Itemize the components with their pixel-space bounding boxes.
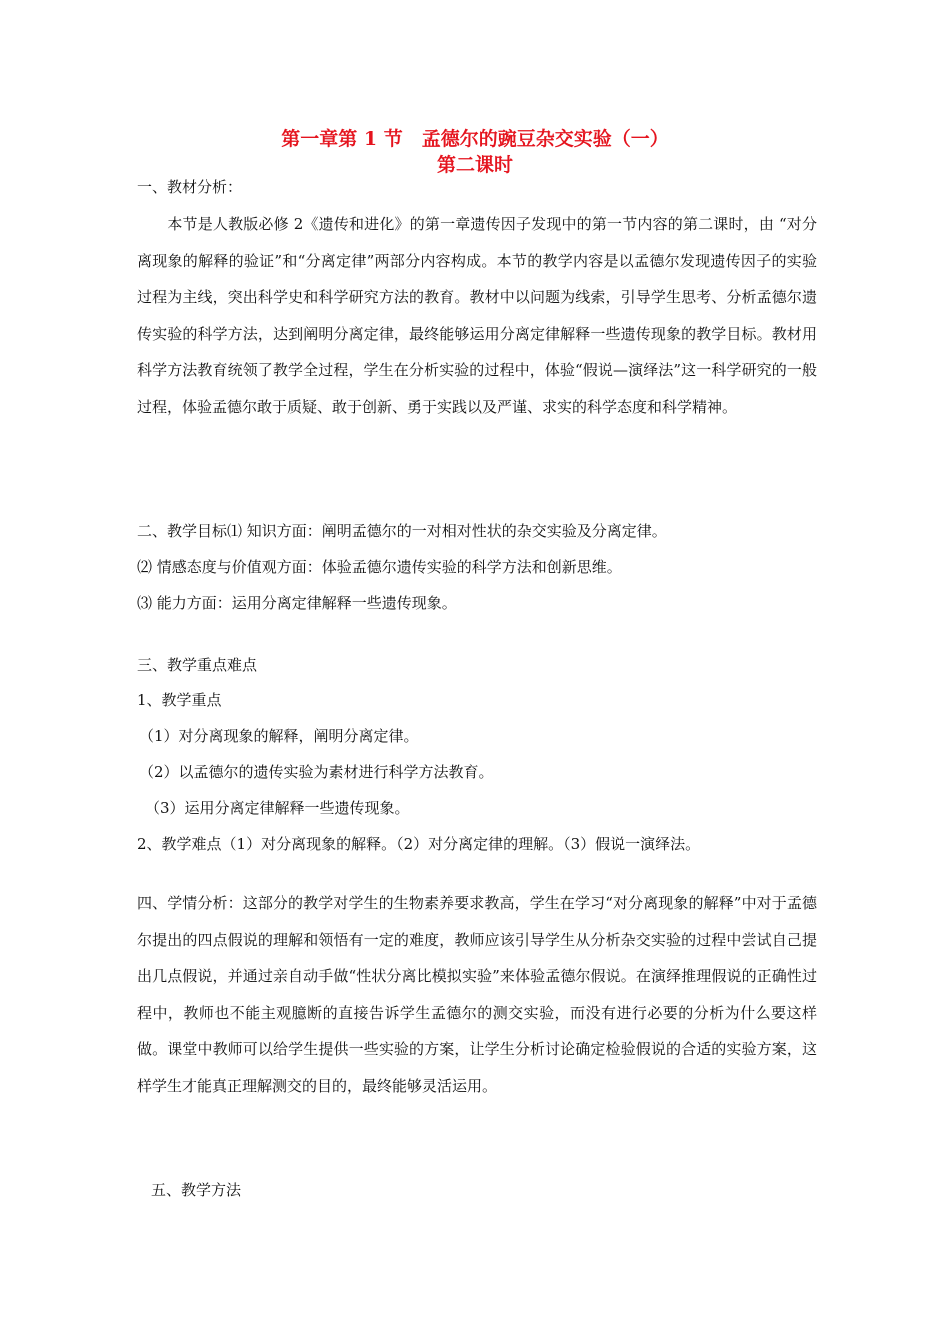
subheading-key-points: 1、教学重点: [137, 691, 222, 709]
document-title: 第一章第 1 节 孟德尔的豌豆杂交实验（一）: [281, 128, 669, 150]
paragraph-student-analysis: [137, 885, 817, 1104]
document-subtitle: 第二课时: [436, 154, 513, 176]
teaching-goal-knowledge: 二、教学目标⑴ 知识方面：阐明孟德尔的一对相对性状的杂交实验及分离定律。: [137, 522, 667, 540]
key-point-item-2: （2）以孟德尔的遗传实验为素材进行科学方法教育。: [139, 763, 494, 781]
paragraph-text: 四、学情分析：这部分的教学对学生的生物素养要求教高，学生在学习“对分离现象的解释”中对于孟德尔提出的四点假说的理解和领悟有一定的难度，教师应该引导学生从分析杂交实验的过程中尝试自己提出几点假说，并通过亲自动手做“性状分离比模拟实验”来体验孟德尔假说。在演绎推理假说的正确性过程中，教师也不能主观臆断的直接告诉学生孟德尔的测交实验，而没有进行必要的分析为什么要这样做。课堂中教师可以给学生提供一些实验的方案，让学生分析讨论确定检验假说的合适的实验方案，这样学生才能真正理解测交的目的，最终能够灵活运用。: [137, 894, 817, 1095]
section-heading-textbook-analysis: 一、教材分析：: [137, 178, 243, 196]
paragraph-text: 本节是人教版必修 2《遗传和进化》的第一章遗传因子发现中的第一节内容的第二课时，由 “对分离现象的解释的验证”和“分离定律”两部分内容构成。本节的教学内容是以孟德尔发现遗传因子的实验过程为主线，突出科学史和科学研究方法的教育。教材中以问题为线索，引导学生思考、分析孟德尔遗传实验的科学方法，达到阐明分离定律，最终能够运用分离定律解释一些遗传现象的教学目标。教材用科学方法教育统领了教学全过程，学生在分析实验的过程中，体验“假说—演绎法”这一科学研究的一般过程，体验孟德尔敢于质疑、敢于创新、勇于实践以及严谨、求实的科学态度和科学精神。: [137, 215, 817, 416]
key-point-item-1: （1）对分离现象的解释，阐明分离定律。: [139, 727, 419, 745]
teaching-goal-attitude: ⑵ 情感态度与价值观方面：体验孟德尔遗传实验的科学方法和创新思维。: [137, 558, 622, 576]
section-heading-teaching-method: 五、教学方法: [151, 1181, 242, 1199]
key-point-item-3: （3）运用分离定律解释一些遗传现象。: [145, 799, 410, 817]
paragraph-textbook-analysis: [137, 206, 817, 425]
teaching-goal-ability: ⑶ 能力方面：运用分离定律解释一些遗传现象。: [137, 594, 457, 612]
difficulty-points: 2、教学难点（1）对分离现象的解释。（2）对分离定律的理解。（3）假说一演绎法。: [137, 835, 701, 853]
section-heading-key-points: 三、教学重点难点: [137, 656, 258, 674]
